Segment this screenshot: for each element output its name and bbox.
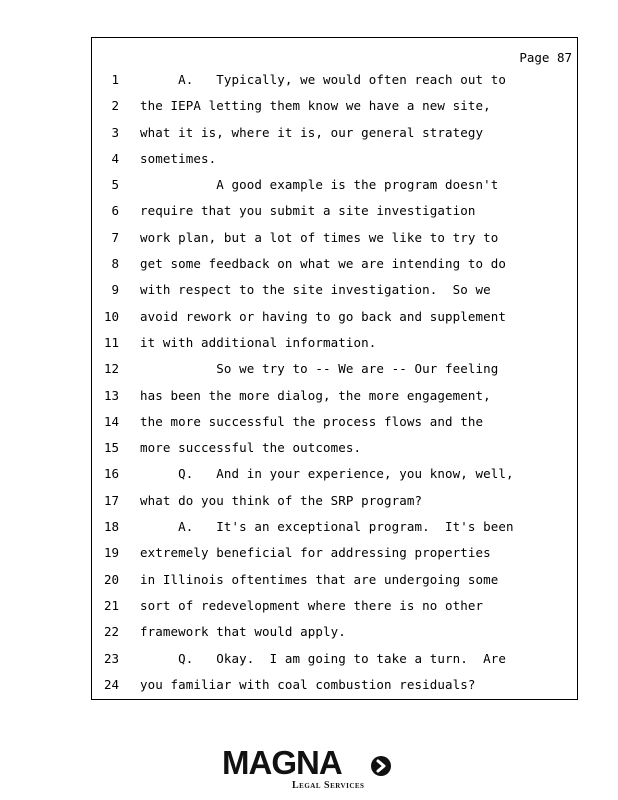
transcript-line	[92, 519, 577, 545]
line-text: work plan, but a lot of times we like to try to	[140, 229, 499, 245]
transcript-line	[92, 335, 577, 361]
logo-subtitle: Legal Services	[292, 780, 365, 791]
line-number: 8	[111, 256, 119, 272]
transcript-page	[91, 37, 578, 700]
line-text: So we try to -- We are -- Our feeling	[140, 361, 499, 377]
line-text: avoid rework or having to go back and supplement	[140, 308, 507, 324]
line-text: require that you submit a site investigation	[140, 203, 476, 219]
transcript-line	[92, 282, 577, 308]
line-text: more successful the outcomes.	[140, 440, 362, 456]
line-number: 21	[103, 597, 119, 613]
line-text: what it is, where it is, our general strategy	[140, 124, 484, 140]
line-text: sometimes.	[140, 150, 217, 166]
line-text: A. Typically, we would often reach out to	[140, 72, 507, 87]
arrow-circle-icon	[370, 755, 392, 777]
transcript-lines	[92, 72, 577, 703]
line-number: 1	[111, 72, 119, 87]
magna-logo	[222, 745, 402, 795]
line-text: extremely beneficial for addressing properties	[140, 545, 491, 561]
line-number: 15	[103, 440, 119, 456]
line-text: you familiar with coal combustion residuals?	[140, 676, 476, 692]
line-number: 3	[111, 124, 119, 140]
line-number: 5	[111, 177, 119, 193]
line-number: 24	[103, 676, 119, 692]
line-number: 16	[103, 466, 119, 482]
line-text: Q. Okay. I am going to take a turn. Are	[140, 650, 507, 666]
line-text: the more successful the process flows and the	[140, 413, 484, 429]
transcript-line	[92, 388, 577, 414]
line-number: 4	[111, 150, 119, 166]
transcript-line	[92, 545, 577, 571]
transcript-line	[92, 493, 577, 519]
line-number: 11	[103, 334, 119, 350]
transcript-line	[92, 230, 577, 256]
logo-wordmark: MAGNA	[222, 744, 342, 781]
transcript-line	[92, 98, 577, 124]
line-text: with respect to the site investigation. So we	[140, 282, 491, 298]
transcript-line	[92, 572, 577, 598]
line-text: has been the more dialog, the more engagement,	[140, 387, 491, 403]
line-number: 6	[111, 203, 119, 219]
line-text: get some feedback on what we are intending to do	[140, 256, 507, 272]
transcript-line	[92, 440, 577, 466]
line-number: 18	[103, 519, 119, 535]
line-number: 20	[103, 571, 119, 587]
transcript-line	[92, 203, 577, 229]
line-number: 7	[111, 229, 119, 245]
page-number: Page 87	[519, 50, 572, 65]
line-number: 22	[103, 624, 119, 640]
line-number: 10	[103, 308, 119, 324]
line-number: 2	[111, 98, 119, 114]
line-text: the IEPA letting them know we have a new site,	[140, 98, 491, 114]
transcript-line	[92, 151, 577, 177]
transcript-line	[92, 414, 577, 440]
line-text: A. It's an exceptional program. It's been	[140, 519, 514, 535]
line-number: 19	[103, 545, 119, 561]
transcript-line	[92, 361, 577, 387]
transcript-line	[92, 466, 577, 492]
line-text: in Illinois oftentimes that are undergoing some	[140, 571, 499, 587]
line-number: 23	[103, 650, 119, 666]
line-text: framework that would apply.	[140, 624, 346, 640]
line-text: sort of redevelopment where there is no other	[140, 597, 484, 613]
transcript-line	[92, 177, 577, 203]
line-number: 12	[103, 361, 119, 377]
line-number: 17	[103, 492, 119, 508]
line-text: what do you think of the SRP program?	[140, 492, 423, 508]
transcript-line	[92, 309, 577, 335]
line-text: A good example is the program doesn't	[140, 177, 499, 193]
line-text: Q. And in your experience, you know, well,	[140, 466, 514, 482]
transcript-line	[92, 677, 577, 703]
line-number: 14	[103, 413, 119, 429]
transcript-line	[92, 624, 577, 650]
line-number: 9	[111, 282, 119, 298]
transcript-line	[92, 598, 577, 624]
transcript-line	[92, 72, 577, 98]
line-text: it with additional information.	[140, 334, 377, 350]
transcript-line	[92, 256, 577, 282]
transcript-line	[92, 125, 577, 151]
transcript-line	[92, 651, 577, 677]
line-number: 13	[103, 387, 119, 403]
